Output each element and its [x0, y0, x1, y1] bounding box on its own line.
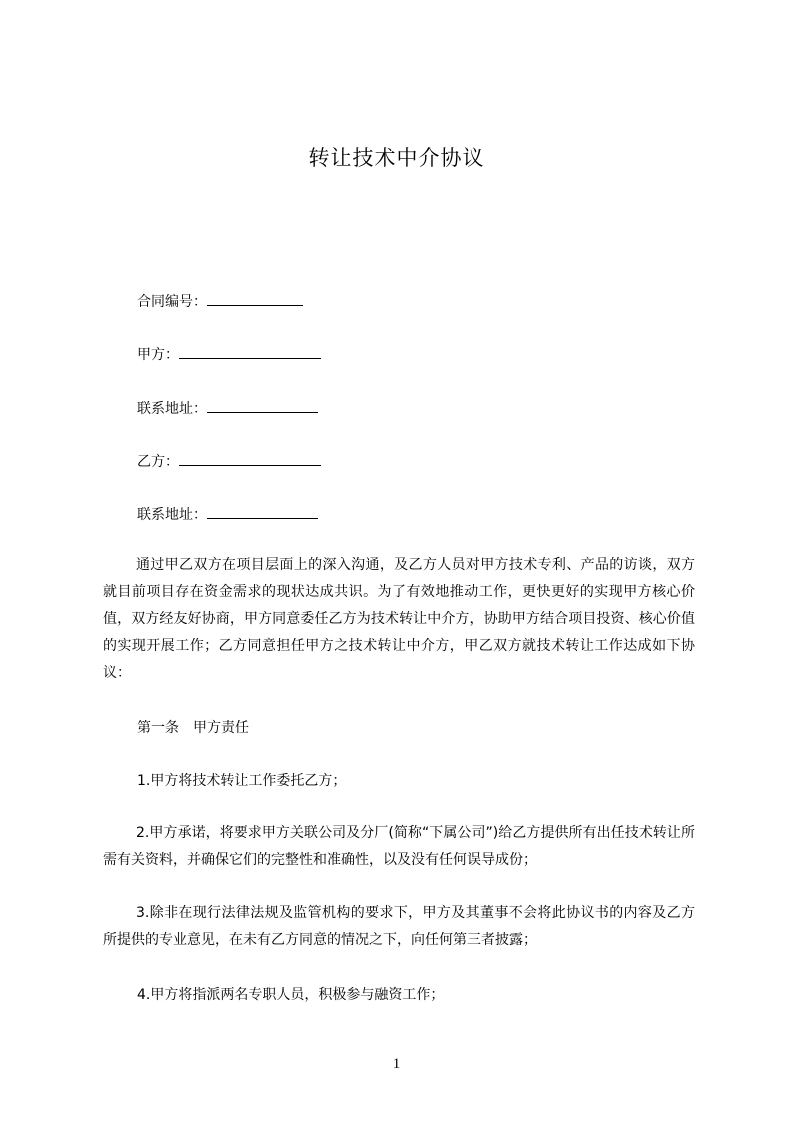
- party-a-field: [137, 344, 321, 365]
- party-b-label: 乙方：: [137, 454, 179, 470]
- article-1-item-3: 3.除非在现行法律法规及监管机构的要求下，甲方及其董事不会将此协议书的内容及乙方所提供的专业意见，在未有乙方同意的情况之下，向任何第三者披露；: [103, 905, 695, 948]
- article-1-item-2: 2.甲方承诺，将要求甲方关联公司及分厂(简称“下属公司”)给乙方提供所有出任技术转让所需有关资料，并确保它们的完整性和准确性，以及没有任何误导成份；: [103, 825, 695, 868]
- intro-paragraph: 通过甲乙双方在项目层面上的深入沟通，及乙方人员对甲方技术专利、产品的访谈，双方就目前项目存在资金需求的现状达成共识。为了有效地推动工作，更快更好的实现甲方核心价值，双方经友好协商，甲方同意委任乙方为技术转让中介方，协助甲方结合项目投资、核心价值的实现开展工作；乙方同意担任甲方之技术转让中介方，甲乙双方就技术转让工作达成如下协议：: [103, 557, 695, 681]
- party-b-field: [137, 451, 321, 472]
- address-b-label: 联系地址：: [137, 507, 207, 523]
- page-number: 1: [392, 1056, 401, 1072]
- address-a-blank: [207, 398, 318, 413]
- article-1-item-4: 4.甲方将指派两名专职人员，积极参与融资工作；: [137, 987, 445, 1003]
- party-b-blank: [179, 451, 321, 466]
- contract-number-field: [137, 291, 303, 312]
- article-1-heading: 第一条 甲方责任: [137, 720, 249, 736]
- address-b-field: [137, 504, 318, 525]
- address-a-field: [137, 398, 318, 419]
- party-a-label: 甲方：: [137, 347, 179, 363]
- party-a-blank: [179, 344, 321, 359]
- document-title: 转让技术中介协议: [308, 146, 485, 170]
- address-b-blank: [207, 504, 318, 519]
- contract-number-blank: [207, 291, 303, 306]
- contract-number-label: 合同编号：: [137, 294, 207, 310]
- address-a-label: 联系地址：: [137, 401, 207, 417]
- article-1-item-1: 1.甲方将技术转让工作委托乙方；: [137, 773, 347, 789]
